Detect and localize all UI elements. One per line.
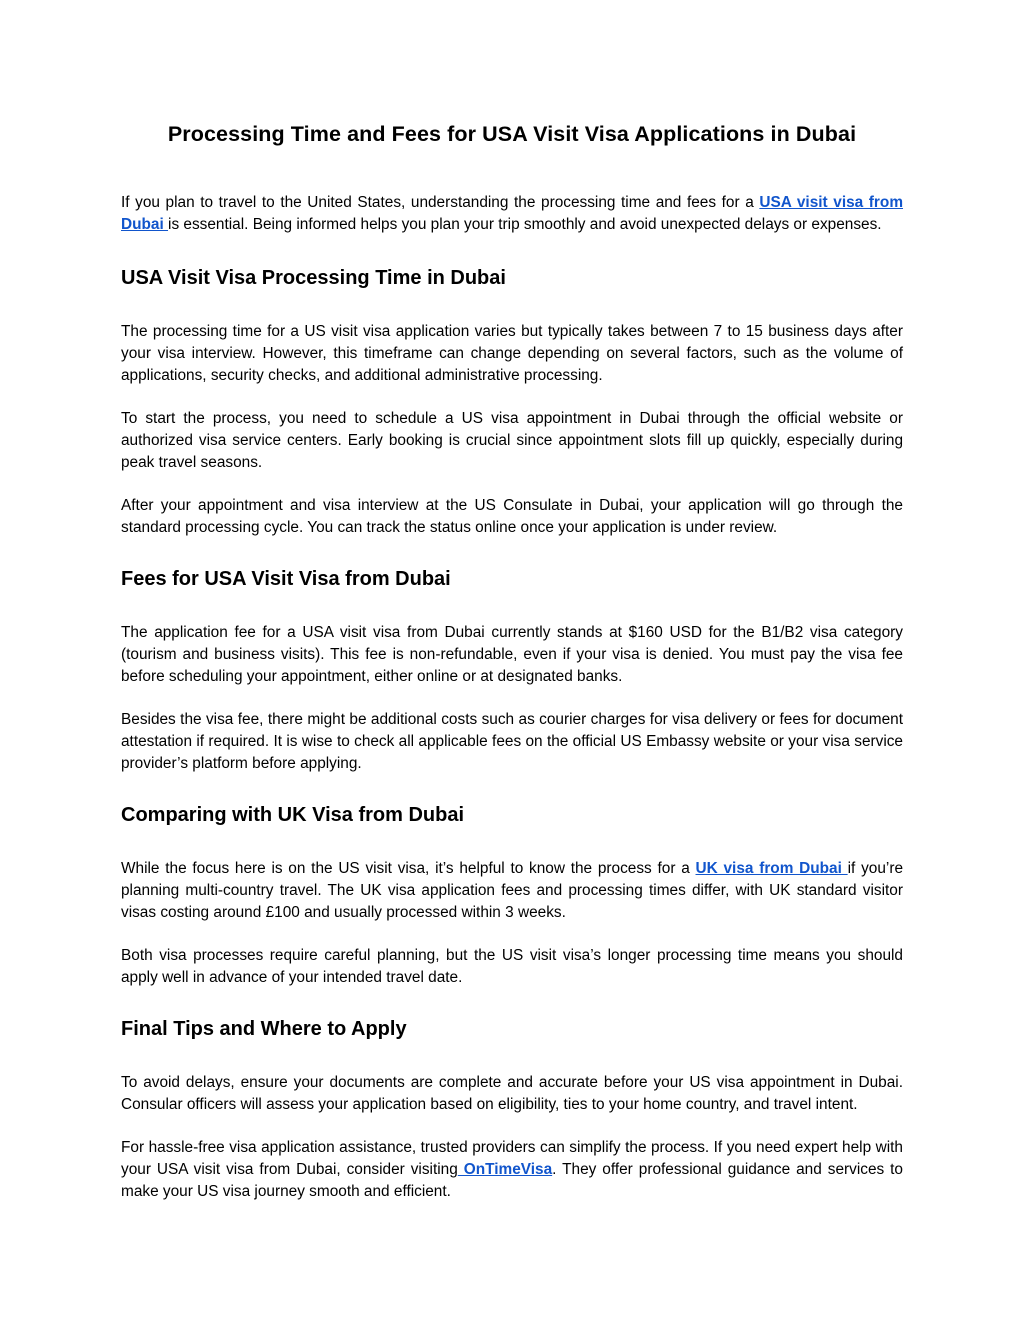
uk-text-before-link: While the focus here is on the US visit visa, it’s helpful to know the process for a — [121, 860, 696, 877]
uk-visa-link[interactable]: UK visa from Dubai — [695, 860, 848, 877]
section-heading-fees: Fees for USA Visit Visa from Dubai — [121, 568, 451, 590]
final-paragraph-2 — [121, 1137, 903, 1203]
usa-visit-visa-link[interactable]: USA visit visa from Dubai — [121, 194, 904, 233]
intro-text-after-link: is essential. Being informed helps you plan your trip smoothly and avoid unexpected delays or expenses. — [168, 216, 882, 233]
document-body — [121, 118, 903, 1203]
fees-paragraph-2: Besides the visa fee, there might be additional costs such as courier charges for visa delivery or fees for document attestation if required. It is wise to check all applicable fees on the official US Embassy website or your visa service provider’s platform before applying. — [121, 711, 903, 772]
section-heading-final-tips: Final Tips and Where to Apply — [121, 1018, 407, 1040]
section-heading-processing-time: USA Visit Visa Processing Time in Dubai — [121, 267, 506, 289]
uk-text-after-link: if you’re planning multi-country travel. The UK visa application fees and processing times differ, with UK standard visitor visas costing around £100 and usually processed within 3 weeks. — [121, 860, 904, 921]
processing-paragraph-1: The processing time for a US visit visa application varies but typically takes between 7 to 15 business days after your visa interview. However, this timeframe can change depending on several factors, such as the volume of applications, security checks, and additional administrative processing. — [121, 323, 903, 384]
processing-paragraph-3: After your appointment and visa interview at the US Consulate in Dubai, your application will go through the standard processing cycle. You can track the status online once your application is under review. — [121, 497, 903, 536]
intro-paragraph — [121, 192, 903, 236]
ontimevisa-link[interactable]: OnTimeVisa — [457, 1161, 553, 1178]
final-text-after-link: . They offer professional guidance and services to make your US visa journey smooth and efficient. — [121, 1161, 903, 1200]
processing-paragraph-2: To start the process, you need to schedule a US visa appointment in Dubai through the official website or authorized visa service centers. Early booking is crucial since appointment slots fill up quickly, especially during peak travel seasons. — [121, 410, 903, 471]
fees-paragraph-1: The application fee for a USA visit visa from Dubai currently stands at $160 USD for the B1/B2 visa category (tourism and business visits). This fee is non-refundable, even if your visa is denied. You must pay the visa fee before scheduling your appointment, either online or at designated banks. — [121, 624, 903, 685]
section-heading-uk-comparison: Comparing with UK Visa from Dubai — [121, 804, 464, 826]
final-paragraph-1: To avoid delays, ensure your documents are complete and accurate before your US visa appointment in Dubai. Consular officers will assess your application based on eligibility, ties to your home country, and travel intent. — [121, 1074, 903, 1113]
uk-paragraph-1 — [121, 858, 903, 924]
page-title: Processing Time and Fees for USA Visit Visa Applications in Dubai — [167, 122, 857, 146]
intro-text-before-link: If you plan to travel to the United States, understanding the processing time and fees for a — [121, 194, 760, 211]
uk-paragraph-2: Both visa processes require careful planning, but the US visit visa’s longer processing time means you should apply well in advance of your intended travel date. — [121, 947, 903, 986]
final-text-before-link: For hassle-free visa application assistance, trusted providers can simplify the process. If you need expert help with your USA visit visa from Dubai, consider visiting — [121, 1139, 903, 1178]
